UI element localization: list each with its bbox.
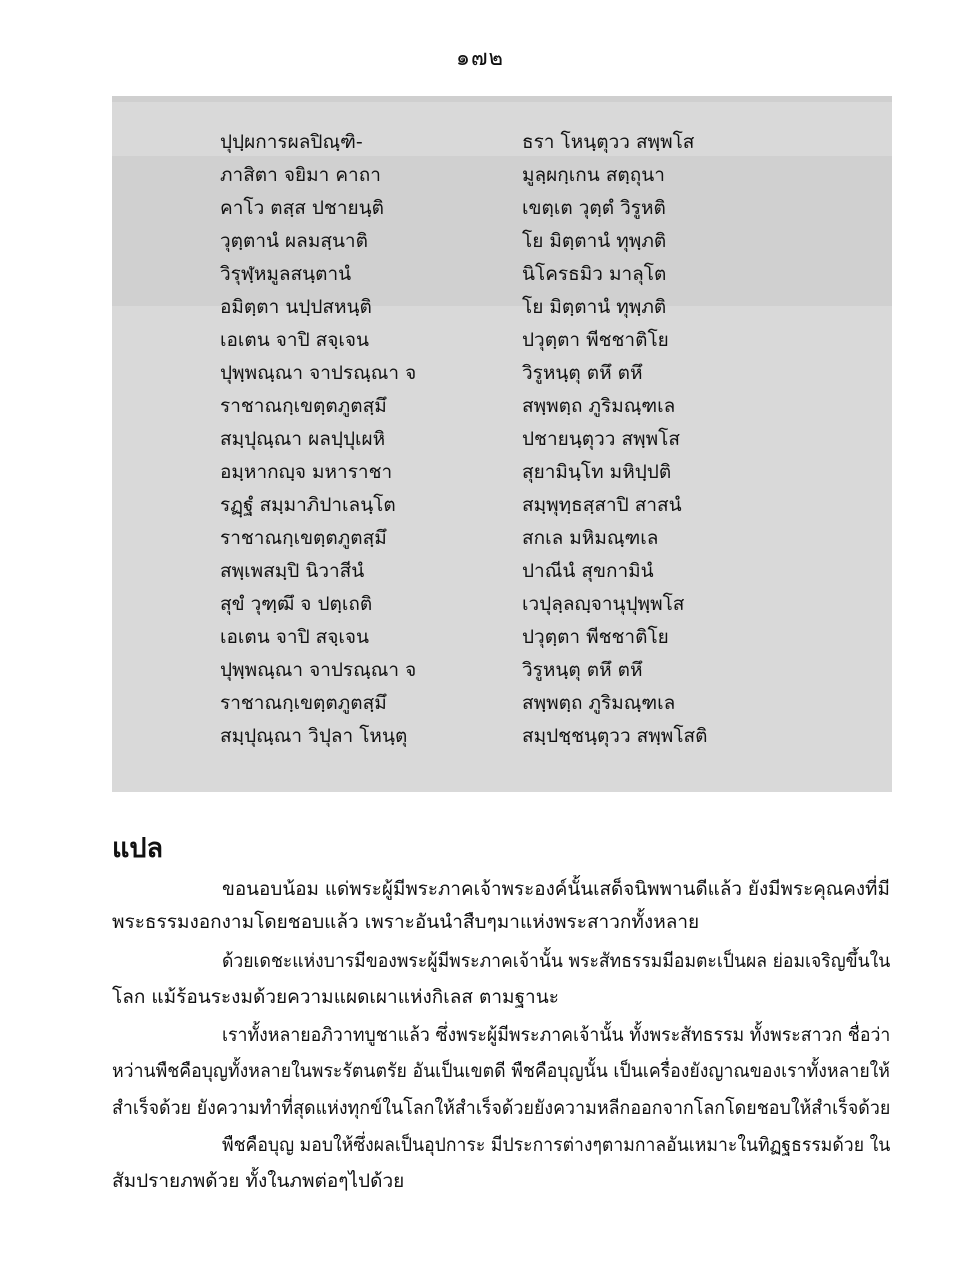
verse-right: สพฺพตฺถ ภูริมณฺฑเล	[522, 692, 676, 714]
translation-line: เราทั้งหลายอภิวาทบูชาแล้ว ซึ่งพระผู้มีพระภาคเจ้านั้น ทั้งพระสัทธรรม ทั้งพระสาวก ชื่อว่า	[222, 1024, 891, 1046]
verse-right: สกเล มหิมณฺฑเล	[522, 527, 659, 549]
verse-right: สมฺพุทฺธสฺสาปิ สาสนํ	[522, 494, 682, 516]
verse-box	[112, 96, 892, 792]
verse-row	[112, 324, 892, 357]
verse-right: ปาณีนํ สุขกามินํ	[522, 560, 654, 582]
verse-right: ธรา โหนฺตุวว สพฺพโส	[522, 131, 695, 153]
verse-row	[112, 588, 892, 621]
translation-line: หว่านพืชคือบุญทั้งหลายในพระรัตนตรัย อันเป็นเขตดี พืชคือบุญนั้น เป็นเครื่องยังญาณของเราทั้งหลายให้	[112, 1060, 890, 1082]
verse-row	[112, 489, 892, 522]
verse-left: ภาสิตา จยิมา คาถา	[220, 164, 381, 186]
verse-left: อมิตฺตา นปฺปสหนฺติ	[220, 296, 372, 318]
verse-left: ปุพฺพณฺณา จาปรณฺณา จ	[220, 659, 417, 681]
verse-left: ปุพฺพณฺณา จาปรณฺณา จ	[220, 362, 417, 384]
verse-left: เอเตน จาปิ สจฺเจน	[220, 626, 370, 648]
verse-right: ปชายนฺตุวว สพฺพโส	[522, 428, 680, 450]
verse-left: วุตฺตานํ ผลมสฺนาติ	[220, 230, 368, 252]
verse-left: คาโว ตสฺส ปชายนฺติ	[220, 197, 384, 219]
verse-left: ราชาณกฺเขตฺตภูตสฺมึ	[220, 692, 387, 714]
verse-row	[112, 456, 892, 489]
verse-right: มูลฺผกฺเกน สตฺถุนา	[522, 164, 665, 186]
verse-right: เขตฺเต วุตฺตํ วิรูหติ	[522, 197, 666, 219]
verse-left: ราชาณกฺเขตฺตภูตสฺมึ	[220, 527, 387, 549]
verse-row	[112, 390, 892, 423]
translation-line: สัมปรายภพด้วย ทั้งในภพต่อๆไปด้วย	[112, 1170, 405, 1192]
verse-right: เวปุลฺลญฺจานุปุพฺพโส	[522, 593, 685, 615]
verse-right: โย มิตฺตานํ ทุพฺภติ	[522, 230, 667, 252]
verse-row	[112, 159, 892, 192]
verse-left: เอเตน จาปิ สจฺเจน	[220, 329, 370, 351]
verse-row	[112, 225, 892, 258]
verse-right: สพฺพตฺถ ภูริมณฺฑเล	[522, 395, 676, 417]
translation-line: พืชคือบุญ มอบให้ซึ่งผลเป็นอุปการะ มีประการต่างๆตามกาลอันเหมาะในทิฏฐธรรมด้วย ใน	[222, 1134, 891, 1156]
verse-left: สมฺปุณฺณา วิปุลา โหนฺตุ	[220, 725, 408, 747]
verse-left: ปุปฺผการผลปิณฺฑิ-	[220, 131, 363, 153]
verse-left: ราชาณกฺเขตฺตภูตสฺมึ	[220, 395, 387, 417]
verse-left: รฏฺฐํ สมฺมาภิปาเลนฺโต	[220, 494, 396, 516]
verse-row	[112, 258, 892, 291]
verse-left: สุขํ วุฑฺฒึ จ ปตฺเถติ	[220, 593, 373, 615]
verse-row	[112, 357, 892, 390]
verse-right: ปวุตฺตา พีชชาติโย	[522, 626, 669, 648]
translation-heading: แปล	[112, 833, 164, 864]
verse-right: นิโครธมิว มาลุโต	[522, 263, 667, 285]
translation-line: สำเร็จด้วย ยังความทำที่สุดแห่งทุกข์ในโลกให้สำเร็จด้วยยังความหลีกออกจากโลกโดยชอบให้สำเร็จด้วย	[112, 1097, 891, 1119]
verse-right: โย มิตฺตานํ ทุพฺภติ	[522, 296, 667, 318]
verse-right: วิรูหนฺตุ ตหึ ตหึ	[522, 659, 643, 681]
verse-row	[112, 687, 892, 720]
verse-right: วิรูหนฺตุ ตหึ ตหึ	[522, 362, 643, 384]
translation-line: พระธรรมงอกงามโดยชอบแล้ว เพราะอันนำสืบๆมาแห่งพระสาวกทั้งหลาย	[112, 911, 700, 933]
verse-row	[112, 126, 892, 159]
verse-right: สมฺปชฺชนฺตุวว สพฺพโสติ	[522, 725, 708, 747]
translation-line: โลก แม้ร้อนระงมด้วยความแผดเผาแห่งกิเลส ตามฐานะ	[112, 986, 559, 1008]
verse-row	[112, 423, 892, 456]
page-number: ๑๗๒	[455, 46, 504, 71]
verse-left: วิรุฬฺหมูลสนฺตานํ	[220, 263, 352, 285]
verse-left: สพฺเพสมฺปิ นิวาสีนํ	[220, 560, 365, 582]
verse-row	[112, 555, 892, 588]
verse-row	[112, 522, 892, 555]
verse-row	[112, 720, 892, 753]
verse-row	[112, 654, 892, 687]
translation-line: ด้วยเดชะแห่งบารมีของพระผู้มีพระภาคเจ้านั้น พระสัทธรรมมีอมตะเป็นผล ย่อมเจริญขึ้นใน	[222, 950, 891, 972]
verse-row	[112, 621, 892, 654]
verse-row	[112, 192, 892, 225]
verse-right: สุยามินฺโท มหิปฺปติ	[522, 461, 672, 483]
verse-left: สมฺปุณฺณา ผลปฺปุเผหิ	[220, 428, 386, 450]
verse-left: อมฺหากญฺจ มหาราชา	[220, 461, 393, 483]
verse-right: ปวุตฺตา พีชชาติโย	[522, 329, 669, 351]
verse-row	[112, 291, 892, 324]
translation-line: ขอนอบน้อม แด่พระผู้มีพระภาคเจ้าพระองค์นั้นเสด็จนิพพานดีแล้ว ยังมีพระคุณคงที่มี	[222, 878, 890, 900]
